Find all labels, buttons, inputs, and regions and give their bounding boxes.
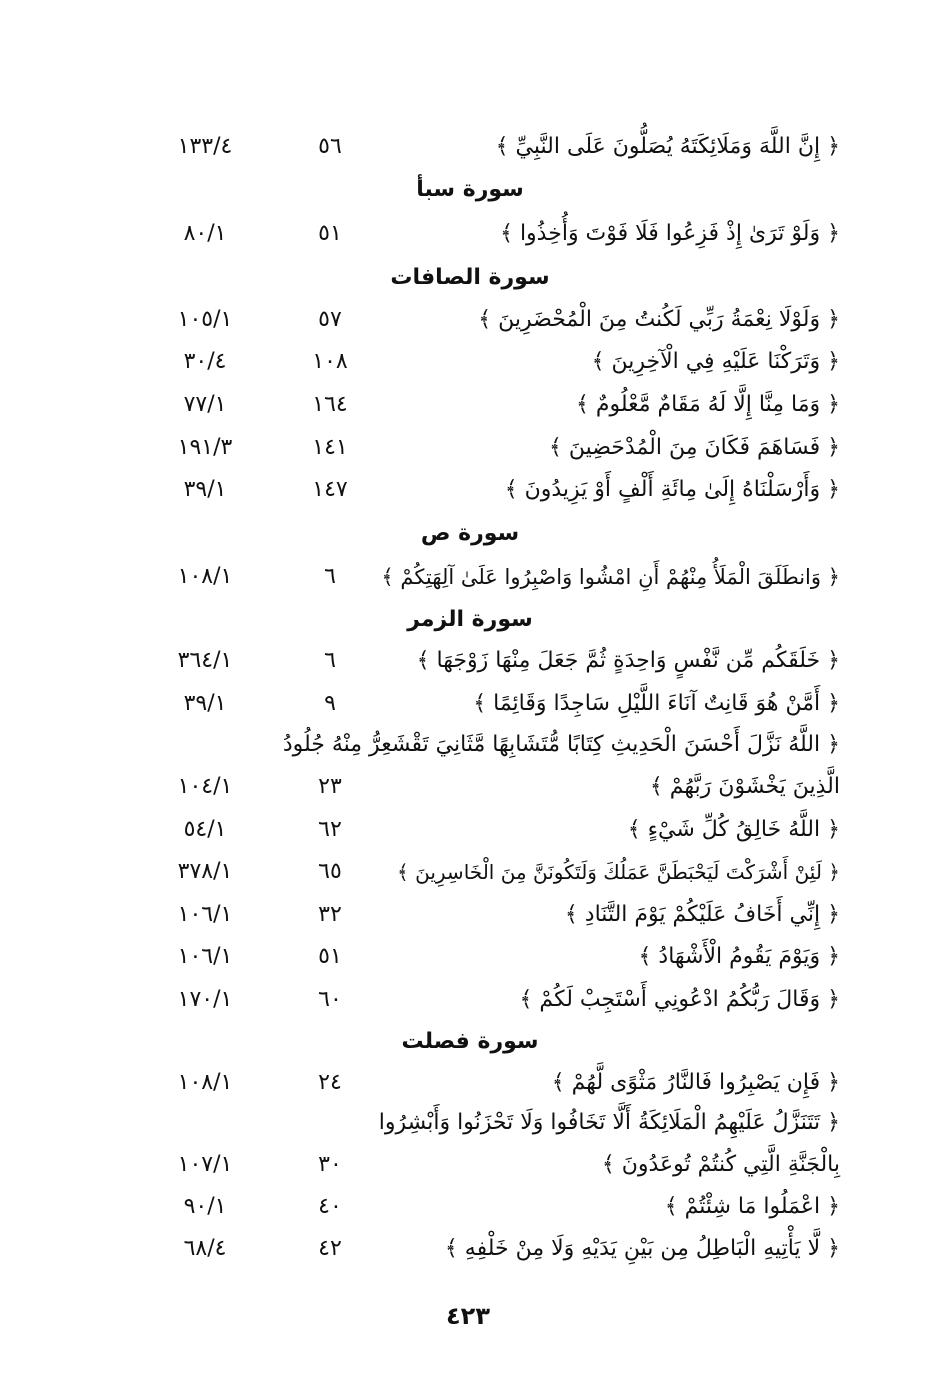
ayah-number: ٥١ xyxy=(318,221,342,246)
verse-text: ﴿ أَمَّنْ هُوَ قَانِتٌ آنَاءَ اللَّيْلِ سَاجِدًا وَقَائِمًا ﴾ xyxy=(473,691,840,716)
verse-text: ﴿ اللَّهُ خَالِقُ كُلِّ شَيْءٍ ﴾ xyxy=(627,817,840,842)
verse-text: ﴿ لَئِنْ أَشْرَكْتَ لَيَحْبَطَنَّ عَمَلُكَ وَلَتَكُونَنَّ مِنَ الْخَاسِرِينَ ﴾ xyxy=(397,860,840,884)
verse-text: ﴿ اللَّهُ نَزَّلَ أَحْسَنَ الْحَدِيثِ كِتَابًا مُّتَشَابِهًا مَّثَانِيَ تَقْشَعِرُّ مِنْهُ جُلُودُ xyxy=(282,732,840,757)
surah-heading: سورة الزمر xyxy=(407,607,533,632)
verse-row xyxy=(150,767,840,807)
page-reference: ١٣٣/٤ xyxy=(177,134,233,159)
verse-row xyxy=(150,1145,840,1185)
verse-text: ﴿ فَإِن يَصْبِرُوا فَالنَّارُ مَثْوًى لَّهُمْ ﴾ xyxy=(551,1070,840,1095)
ayah-number: ٦ xyxy=(324,648,336,673)
ayah-number: ١٠٨ xyxy=(312,349,348,374)
verse-row xyxy=(150,1063,840,1103)
page-reference: ١٠٥/١ xyxy=(177,307,233,332)
surah-heading: سورة ص xyxy=(420,521,520,546)
verse-text: ﴿ وَتَرَكْنَا عَلَيْهِ فِي الْآخِرِينَ ﴾ xyxy=(591,349,840,374)
surah-heading: سورة الصافات xyxy=(390,265,550,290)
page-reference: ٥٤/١ xyxy=(183,817,227,842)
verse-row xyxy=(150,810,840,850)
verse-row xyxy=(150,895,840,935)
page-reference: ١٧٠/١ xyxy=(177,987,233,1012)
verse-text: ﴿ وَلَوْلَا نِعْمَةُ رَبِّي لَكُنتُ مِنَ الْمُحْضَرِينَ ﴾ xyxy=(478,307,840,332)
ayah-number: ١٤١ xyxy=(312,435,348,460)
page-reference: ٣٧٨/١ xyxy=(177,859,233,884)
verse-text: ﴿ لَّا يَأْتِيهِ الْبَاطِلُ مِن بَيْنِ يَدَيْهِ وَلَا مِنْ خَلْفِهِ ﴾ xyxy=(444,1236,840,1261)
page-reference: ٣٠/٤ xyxy=(183,349,227,374)
page-reference: ٨٠/١ xyxy=(183,221,227,246)
page-reference: ١٠٨/١ xyxy=(177,1070,233,1095)
verse-row xyxy=(150,470,840,510)
page-reference: ٣٦٤/١ xyxy=(177,648,233,673)
verse-text: ﴿ خَلَقَكُم مِّن نَّفْسٍ وَاحِدَةٍ ثُمَّ جَعَلَ مِنْهَا زَوْجَهَا ﴾ xyxy=(416,648,840,673)
ayah-number: ٦٠ xyxy=(318,987,342,1012)
ayah-number: ٤٠ xyxy=(318,1194,342,1219)
ayah-number: ٤٢ xyxy=(318,1236,342,1261)
verse-text: ﴿ وَيَوْمَ يَقُومُ الْأَشْهَادُ ﴾ xyxy=(638,944,840,969)
verse-row xyxy=(150,342,840,382)
page-reference: ١٩١/٣ xyxy=(177,435,233,460)
ayah-number: ١٦٤ xyxy=(312,392,348,417)
page-reference: ٧٧/١ xyxy=(183,392,227,417)
ayah-number: ٦٥ xyxy=(318,859,342,884)
verse-row xyxy=(150,641,840,681)
ayah-number: ٢٣ xyxy=(318,774,342,799)
page-reference: ١٠٦/١ xyxy=(177,902,233,927)
verse-text: ﴿ إِنِّي أَخَافُ عَلَيْكُمْ يَوْمَ التَّنَادِ ﴾ xyxy=(564,902,840,927)
verse-text: ﴿ وَقَالَ رَبُّكُمُ ادْعُونِي أَسْتَجِبْ لَكُمْ ﴾ xyxy=(519,987,840,1012)
verse-text: ﴿ وَلَوْ تَرَىٰ إِذْ فَزِعُوا فَلَا فَوْتَ وَأُخِذُوا ﴾ xyxy=(500,221,840,246)
verse-row xyxy=(150,385,840,425)
verse-row xyxy=(150,428,840,468)
ayah-number: ٣٠ xyxy=(318,1152,342,1177)
verse-row xyxy=(150,1229,840,1269)
ayah-number: ٣٢ xyxy=(318,902,342,927)
verse-text: ﴿ وَأَرْسَلْنَاهُ إِلَىٰ مِائَةِ أَلْفٍ أَوْ يَزِيدُونَ ﴾ xyxy=(504,477,840,502)
page-number: ٤٢٣ xyxy=(446,1302,490,1330)
page-reference: ٦٨/٤ xyxy=(183,1236,227,1261)
verse-text: بِالْجَنَّةِ الَّتِي كُنتُمْ تُوعَدُونَ ﴾ xyxy=(601,1152,840,1177)
ayah-number: ٦٢ xyxy=(318,817,342,842)
page-reference: ٣٩/١ xyxy=(183,691,227,716)
ayah-number: ٩ xyxy=(324,691,336,716)
verse-text: ﴿ فَسَاهَمَ فَكَانَ مِنَ الْمُدْحَضِينَ ﴾ xyxy=(548,435,840,460)
verse-row xyxy=(150,684,840,724)
verse-text: ﴿ تَتَنَزَّلُ عَلَيْهِمُ الْمَلَائِكَةُ أَلَّا تَخَافُوا وَلَا تَحْزَنُوا وَأَبْشِرُوا xyxy=(378,1110,840,1135)
page-reference: ١٠٨/١ xyxy=(177,564,233,589)
ayah-number: ٥٧ xyxy=(318,307,342,332)
page-reference: ٩٠/١ xyxy=(183,1194,227,1219)
verse-text: ﴿ اعْمَلُوا مَا شِئْتُمْ ﴾ xyxy=(664,1194,840,1219)
verse-text: الَّذِينَ يَخْشَوْنَ رَبَّهُمْ ﴾ xyxy=(649,774,840,799)
ayah-number: ١٤٧ xyxy=(312,477,348,502)
verse-text: ﴿ وَانطَلَقَ الْمَلَأُ مِنْهُمْ أَنِ امْشُوا وَاصْبِرُوا عَلَىٰ آلِهَتِكُمْ ﴾ xyxy=(381,565,840,589)
verse-row xyxy=(150,937,840,977)
ayah-number: ٥٦ xyxy=(318,134,342,159)
verse-row xyxy=(150,300,840,340)
verse-row xyxy=(150,1103,840,1143)
ayah-number: ٥١ xyxy=(318,944,342,969)
verse-row xyxy=(150,214,840,254)
verse-row xyxy=(150,557,840,597)
ayah-number: ٢٤ xyxy=(318,1070,342,1095)
page-reference: ٣٩/١ xyxy=(183,477,227,502)
surah-heading: سورة فصلت xyxy=(401,1029,539,1054)
surah-heading: سورة سبأ xyxy=(416,177,524,202)
verse-row xyxy=(150,127,840,167)
verse-row xyxy=(150,1187,840,1227)
verse-row xyxy=(150,725,840,765)
page-reference: ١٠٤/١ xyxy=(177,774,233,799)
verse-text: ﴿ وَمَا مِنَّا إِلَّا لَهُ مَقَامٌ مَّعْلُومٌ ﴾ xyxy=(575,392,840,417)
verse-text: ﴿ إِنَّ اللَّهَ وَمَلَائِكَتَهُ يُصَلُّونَ عَلَى النَّبِيِّ ﴾ xyxy=(495,134,840,159)
page-reference: ١٠٧/١ xyxy=(177,1152,233,1177)
page-reference: ١٠٦/١ xyxy=(177,944,233,969)
ayah-number: ٦ xyxy=(324,564,336,589)
verse-row xyxy=(150,980,840,1020)
verse-row xyxy=(150,852,840,892)
